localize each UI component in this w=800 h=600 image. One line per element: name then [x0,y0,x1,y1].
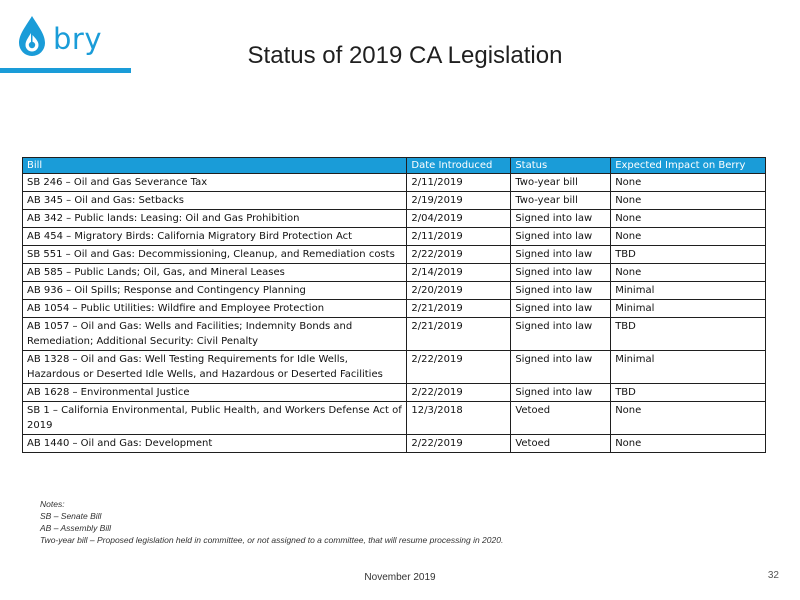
impact-cell: None [611,174,766,192]
column-header-date: Date Introduced [407,158,511,174]
status-cell: Signed into law [511,282,611,300]
date-cell: 2/11/2019 [407,174,511,192]
bill-cell: SB 246 – Oil and Gas Severance Tax [23,174,407,192]
date-cell: 2/21/2019 [407,318,511,351]
impact-cell: None [611,402,766,435]
table-header-row [23,158,766,174]
bill-cell: AB 936 – Oil Spills; Response and Contingency Planning [23,282,407,300]
bill-cell: SB 551 – Oil and Gas: Decommissioning, Cleanup, and Remediation costs [23,246,407,264]
bill-cell: AB 585 – Public Lands; Oil, Gas, and Mineral Leases [23,264,407,282]
bill-cell: AB 1328 – Oil and Gas: Well Testing Requirements for Idle Wells, Hazardous or Deserted Idle Wells, and Hazardous or Deserted Facilities [23,351,407,384]
status-cell: Signed into law [511,384,611,402]
page-number: 32 [767,570,779,581]
bill-cell: SB 1 – California Environmental, Public Health, and Workers Defense Act of 2019 [23,402,407,435]
impact-cell: None [611,435,766,453]
notes-section [40,498,503,546]
table-row [23,174,766,192]
table-row [23,246,766,264]
column-header-impact: Expected Impact on Berry [611,158,766,174]
date-cell: 2/22/2019 [407,384,511,402]
accent-bar [0,68,131,73]
table-row [23,192,766,210]
date-cell: 2/22/2019 [407,435,511,453]
status-cell: Vetoed [511,435,611,453]
bill-cell: AB 345 – Oil and Gas: Setbacks [23,192,407,210]
note-line: SB – Senate Bill [40,511,102,521]
impact-cell: TBD [611,384,766,402]
date-cell: 12/3/2018 [407,402,511,435]
status-cell: Vetoed [511,402,611,435]
footer-date: November 2019 [364,572,436,583]
status-cell: Signed into law [511,318,611,351]
table-row [23,402,766,435]
impact-cell: Minimal [611,282,766,300]
table-row [23,300,766,318]
status-cell: Two-year bill [511,192,611,210]
brand-logo [16,14,102,58]
impact-cell: TBD [611,246,766,264]
date-cell: 2/21/2019 [407,300,511,318]
date-cell: 2/14/2019 [407,264,511,282]
column-header-bill: Bill [23,158,407,174]
bill-cell: AB 1057 – Oil and Gas: Wells and Facilities; Indemnity Bonds and Remediation; Additional Security: Civil Penalty [23,318,407,351]
date-cell: 2/22/2019 [407,351,511,384]
water-drop-icon [16,14,48,58]
bill-cell: AB 1628 – Environmental Justice [23,384,407,402]
status-cell: Signed into law [511,228,611,246]
status-cell: Signed into law [511,210,611,228]
status-cell: Signed into law [511,264,611,282]
date-cell: 2/20/2019 [407,282,511,300]
impact-cell: None [611,264,766,282]
note-line: Two-year bill – Proposed legislation held in committee, or not assigned to a committee, that will resume processing in 2020. [40,535,504,545]
table-row [23,351,766,384]
table-row [23,435,766,453]
status-cell: Signed into law [511,300,611,318]
legislation-table [22,157,766,453]
date-cell: 2/11/2019 [407,228,511,246]
impact-cell: Minimal [611,351,766,384]
table-row [23,264,766,282]
bill-cell: AB 1054 – Public Utilities: Wildfire and Employee Protection [23,300,407,318]
date-cell: 2/19/2019 [407,192,511,210]
impact-cell: None [611,210,766,228]
table-row [23,282,766,300]
table-row [23,384,766,402]
status-cell: Two-year bill [511,174,611,192]
status-cell: Signed into law [511,351,611,384]
status-cell: Signed into law [511,246,611,264]
impact-cell: None [611,228,766,246]
bill-cell: AB 454 – Migratory Birds: California Migratory Bird Protection Act [23,228,407,246]
date-cell: 2/22/2019 [407,246,511,264]
column-header-status: Status [511,158,611,174]
brand-name: bry [53,21,102,56]
bill-cell: AB 342 – Public lands: Leasing: Oil and Gas Prohibition [23,210,407,228]
date-cell: 2/04/2019 [407,210,511,228]
impact-cell: Minimal [611,300,766,318]
impact-cell: TBD [611,318,766,351]
page-title: Status of 2019 CA Legislation [247,42,563,69]
table-row [23,210,766,228]
table-row [23,318,766,351]
note-line: AB – Assembly Bill [40,523,112,533]
notes-heading: Notes: [40,499,65,509]
impact-cell: None [611,192,766,210]
table-row [23,228,766,246]
bill-cell: AB 1440 – Oil and Gas: Development [23,435,407,453]
